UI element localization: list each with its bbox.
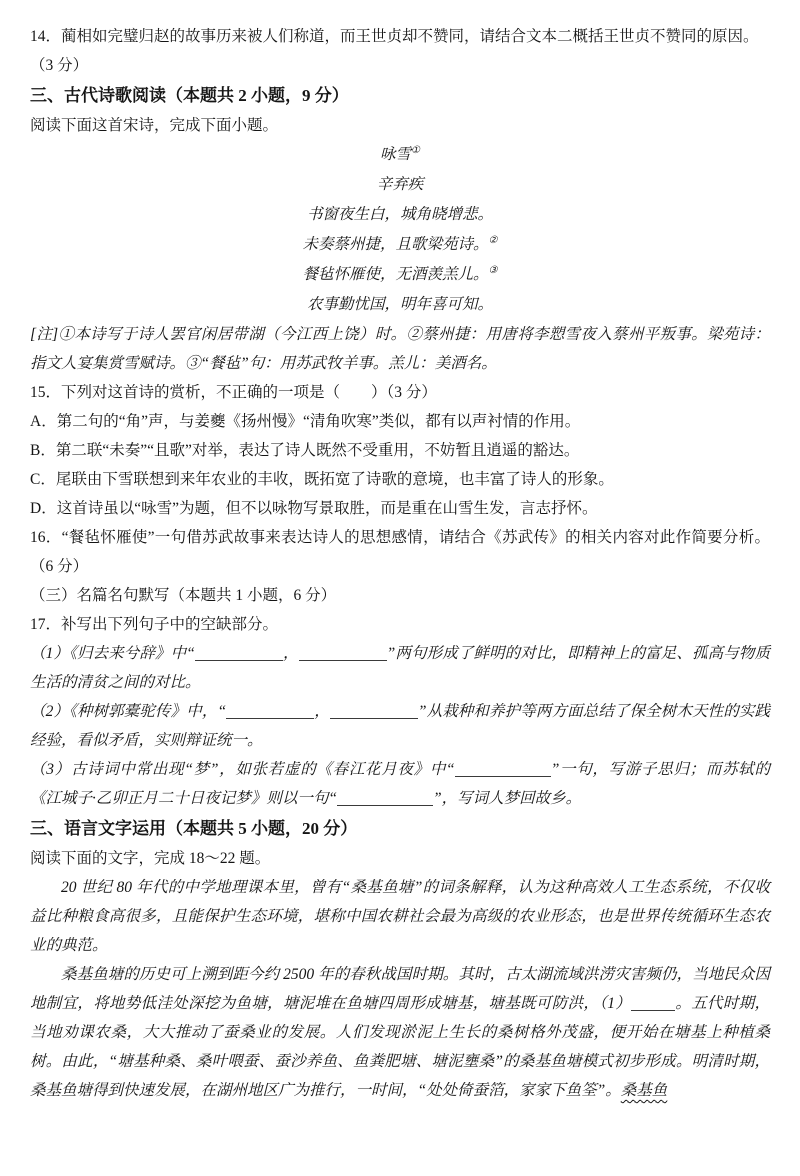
poem-verse-2-text: 未奏蔡州捷，且歌梁苑诗。 — [302, 236, 489, 253]
poem-author: 辛弃疾 — [376, 176, 424, 193]
question-14-score: （3 分） — [30, 57, 89, 74]
blank-line — [631, 995, 675, 1011]
poem-verse-3-text: 餐毡怀雁使，无酒羡羔儿。 — [302, 266, 489, 283]
question-16: 16．“餐毡怀雁使”一句借苏武故事来表达诗人的思想感情，请结合《苏武传》的相关内容对此作简要分析。（6 分） — [30, 529, 770, 575]
poem-verse-4 — [30, 290, 770, 320]
question-15-option-b: B．第二联“未奏”“且歌”对举，表达了诗人既然不受重用，不妨暂且逍遥的豁达。 — [30, 442, 580, 459]
blank-line — [337, 790, 433, 806]
passage-paragraph-1: 20 世纪 80 年代的中学地理课本里，曾有“桑基鱼塘”的词条解释，认为这种高效人工生态系统，不仅收益比种粮食高很多，且能保护生态环境，堪称中国农耕社会最为高级的农业形态，也是世界传统循环生态农业的典范。 — [30, 879, 770, 954]
question-14-text: 14．蔺相如完璧归赵的故事历来被人们称道，而王世贞却不赞同，请结合文本二概括王世贞不赞同的原因。 — [30, 28, 759, 45]
question-15-stem: 15．下列对这首诗的赏析，不正确的一项是（ ）（3 分） — [30, 384, 437, 401]
poem-title — [30, 140, 770, 170]
blank-line — [330, 703, 418, 719]
poem-verse-2 — [30, 230, 770, 260]
poem — [30, 140, 770, 320]
blank-line — [455, 761, 551, 777]
q17-item-1-prefix: （1）《归去来兮辞》中“ — [30, 645, 195, 662]
section-heading-language: 三、语言文字运用（本题共 5 小题，20 分） — [30, 819, 358, 838]
question-17-item-2 — [30, 697, 770, 755]
q17-item-3-suffix: ”，写词人梦回故乡。 — [433, 790, 582, 807]
q17-item-2-comma: ， — [314, 703, 330, 720]
section-heading-poetry: 三、古代诗歌阅读（本题共 2 小题，9 分） — [30, 86, 349, 105]
footnote-mark-3: ③ — [488, 264, 498, 276]
q17-item-1-comma: ， — [282, 645, 299, 662]
question-15-option-d: D．这首诗虽以“咏雪”为题，但不以咏物写景取胜，而是重在山雪生发，言志抒怀。 — [30, 500, 598, 517]
poem-verse-3 — [30, 260, 770, 290]
section-heading-dictation: （三）名篇名句默写（本题共 1 小题，6 分） — [30, 587, 337, 604]
question-17-intro: 17．补写出下列句子中的空缺部分。 — [30, 616, 279, 633]
poetry-intro: 阅读下面这首宋诗，完成下面小题。 — [30, 117, 279, 134]
q17-item-2-suffix: ”从栽种和养护等两方面总结了保全树木天性的实践经验，看似矛盾，实则辩证统一。 — [30, 703, 770, 749]
blank-line — [226, 703, 314, 719]
passage-paragraph-2 — [30, 960, 770, 1105]
question-15-option-c: C．尾联由下雪联想到来年农业的丰收，既拓宽了诗歌的意境，也丰富了诗人的形象。 — [30, 471, 614, 488]
passage-2-before-blank: 桑基鱼塘的历史可上溯到距今约 2500 年的春秋战国时期。其时，古太湖流域洪涝灾害频仍，当地民众因地制宜，将地势低洼处深挖为鱼塘，塘泥堆在鱼塘四周形成塘基，塘基既可防洪，（1） — [30, 966, 770, 1012]
poem-verse-4-text: 农事勤忧国，明年喜可知。 — [306, 296, 493, 313]
poem-title-text: 咏雪 — [380, 146, 412, 163]
language-intro: 阅读下面的文字，完成 18～22 题。 — [30, 850, 271, 867]
blank-line — [299, 645, 387, 661]
footnote-mark-1: ① — [411, 144, 420, 156]
question-15-option-a: A．第二句的“角”声，与姜夔《扬州慢》“清角吹寒”类似，都有以声衬情的作用。 — [30, 413, 581, 430]
blank-line — [195, 645, 283, 661]
passage-2-wavy-underlined-text: 桑基鱼 — [620, 1082, 668, 1099]
question-17-item-1 — [30, 639, 770, 697]
poem-note: [注]①本诗写于诗人罢官闲居带湖（今江西上饶）时。②蔡州捷：用唐将李愬雪夜入蔡州平叛事。梁苑诗：指文人宴集赏雪赋诗。③“餐毡”句：用苏武牧羊事。羔儿：美酒名。 — [30, 326, 770, 372]
q17-item-1-suffix: ”两句形成了鲜明的对比，即精神上的富足、孤高与物质生活的清贫之间的对比。 — [30, 645, 770, 691]
poem-verse-1-text: 书窗夜生白，城角晓增悲。 — [306, 206, 493, 223]
passage-2-after-blank: 。五代时期，当地劝课农桑，大大推动了蚕桑业的发展。人们发现淤泥上生长的桑树格外茂盛，便开始在塘基上种植桑树。由此，“塘基种桑、桑叶喂蚕、蚕沙养鱼、鱼粪肥塘、塘泥壅桑”的桑基鱼塘模式初步形成。明清时期，桑基鱼塘得到快速发展，在湖州地区广为推行，一时间，“处处倚蚕箔，家家下鱼筌”。 — [30, 995, 770, 1099]
q17-item-2-prefix: （2）《种树郭橐驼传》中，“ — [30, 703, 227, 720]
question-17-item-3 — [30, 755, 770, 813]
poem-verse-1 — [30, 200, 770, 230]
footnote-mark-2: ② — [488, 234, 498, 246]
q17-item-3-prefix: （3）古诗词中常出现“梦”，如张若虚的《春江花月夜》中“ — [30, 761, 455, 778]
q17-item-3-mid: ”一句，写游子思归；而苏轼的《江城子·乙卯正月二十日夜记梦》则以一句“ — [30, 761, 770, 807]
